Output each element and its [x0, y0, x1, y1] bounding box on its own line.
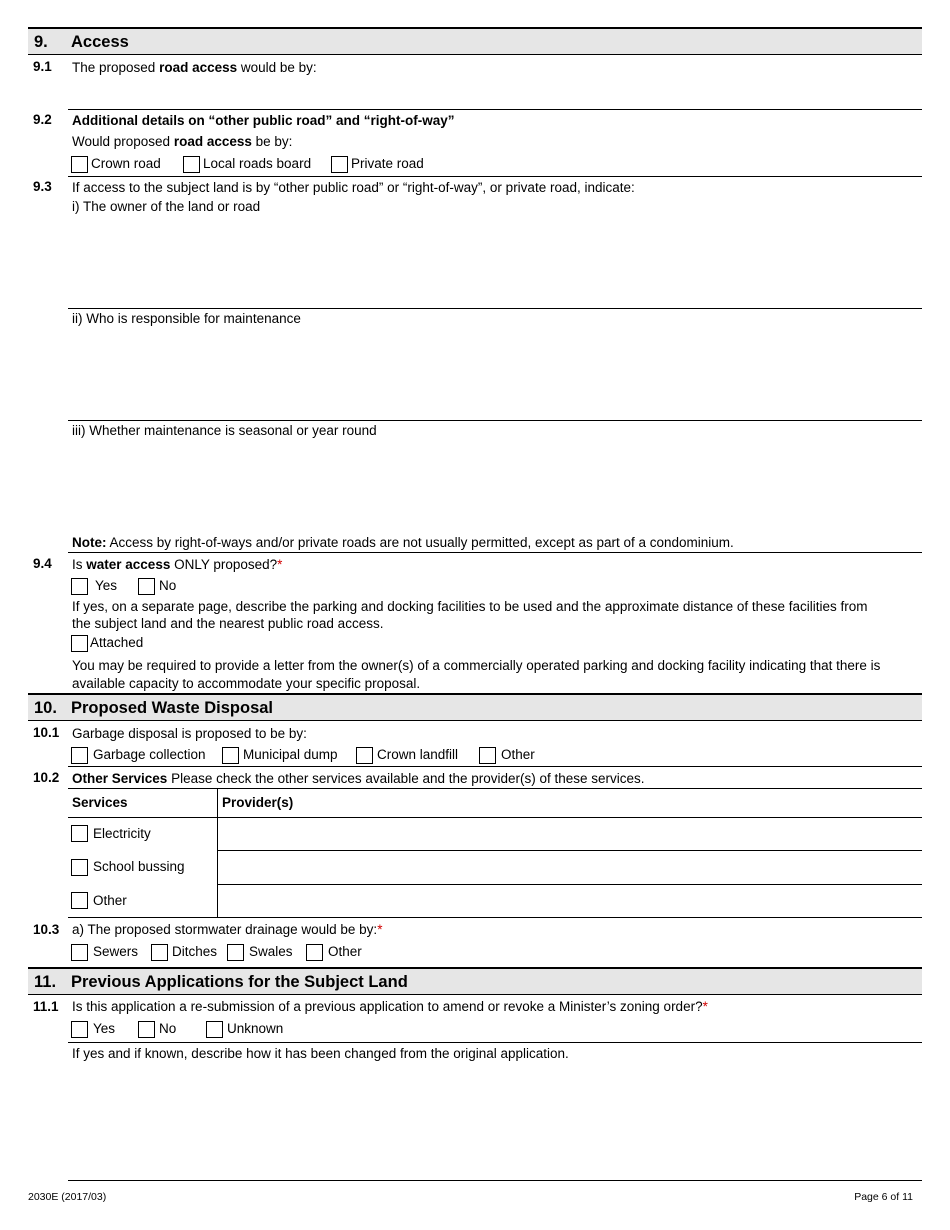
- resubmission-unknown-checkbox[interactable]: [206, 1021, 223, 1038]
- divider: [68, 420, 922, 421]
- crown-landfill-checkbox[interactable]: [356, 747, 373, 764]
- sewers-checkbox[interactable]: [71, 944, 88, 961]
- divider: [68, 109, 922, 110]
- checkbox-label: Yes: [95, 578, 118, 593]
- checkbox-label: Private road: [351, 156, 424, 171]
- private-road-checkbox[interactable]: [331, 156, 348, 173]
- access-note: Note: Access by right-of-ways and/or private roads are not usually permitted, except as part of a condominium.: [72, 535, 734, 550]
- checkbox-label: Local roads board: [203, 156, 312, 171]
- garbage-other-checkbox[interactable]: [479, 747, 496, 764]
- water-access-yes-checkbox[interactable]: [71, 578, 88, 595]
- question-11-1-text: Is this application a re-submission of a previous application to amend or revoke a Minister’s zoning order?*: [72, 999, 708, 1014]
- section-9-header: [28, 27, 922, 55]
- question-number: 10.1: [33, 725, 60, 740]
- divider: [68, 552, 922, 553]
- checkbox-label: Ditches: [172, 944, 218, 959]
- form-code: 2030E (2017/03): [28, 1191, 107, 1203]
- school-bussing-provider-field[interactable]: [218, 851, 922, 884]
- checkbox-label: Crown road: [91, 156, 161, 171]
- checkbox-label: Swales: [249, 944, 293, 959]
- question-number: 10.3: [33, 922, 60, 937]
- question-9-3-intro: If access to the subject land is by “other public road” or “right-of-way”, or private road, indicate:: [72, 180, 635, 195]
- docking-desc-line-2: the subject land and the nearest public road access.: [72, 616, 384, 631]
- seasonal-answer-field[interactable]: [68, 440, 922, 530]
- checkbox-label: Other: [501, 747, 535, 762]
- divider: [68, 766, 922, 767]
- question-number: 11.1: [33, 999, 59, 1014]
- checkbox-label: Yes: [93, 1021, 116, 1036]
- checkbox-label: Unknown: [227, 1021, 284, 1036]
- page-number: Page 6 of 11: [854, 1191, 913, 1203]
- changes-description-field[interactable]: [68, 1064, 922, 1178]
- water-access-no-checkbox[interactable]: [138, 578, 155, 595]
- maintenance-answer-field[interactable]: [68, 328, 922, 418]
- question-10-1-text: Garbage disposal is proposed to be by:: [72, 726, 307, 741]
- service-label: Electricity: [93, 826, 151, 841]
- checkbox-label: No: [159, 578, 177, 593]
- checkbox-label: Crown landfill: [377, 747, 459, 762]
- required-marker: *: [377, 922, 383, 937]
- divider: [68, 1180, 922, 1181]
- question-9-2-subtext: Would proposed road access be by:: [72, 134, 293, 149]
- section-10-header: [28, 693, 922, 721]
- electricity-provider-field[interactable]: [218, 818, 922, 850]
- checkbox-label: Attached: [90, 635, 144, 650]
- road-access-answer-field[interactable]: [68, 78, 922, 108]
- section-number: 11.: [34, 973, 57, 991]
- electricity-checkbox[interactable]: [71, 825, 88, 842]
- checkbox-label: Sewers: [93, 944, 139, 959]
- letter-note-line-2: available capacity to accommodate your specific proposal.: [72, 676, 421, 691]
- service-label: School bussing: [93, 859, 185, 874]
- checkbox-label: Other: [328, 944, 362, 959]
- table-bottom-border: [68, 917, 922, 918]
- question-number: 9.3: [33, 179, 52, 194]
- checkbox-label: No: [159, 1021, 177, 1036]
- section-number: 9.: [34, 33, 48, 51]
- service-other-checkbox[interactable]: [71, 892, 88, 909]
- question-9-2-heading: Additional details on “other public road” and “right-of-way”: [72, 113, 455, 128]
- question-number: 10.2: [33, 770, 60, 785]
- changes-description-label: If yes and if known, describe how it has been changed from the original application.: [72, 1046, 569, 1061]
- seasonal-label: iii) Whether maintenance is seasonal or year round: [72, 423, 377, 438]
- question-number: 9.4: [33, 556, 52, 571]
- maintenance-label: ii) Who is responsible for maintenance: [72, 311, 301, 326]
- section-number: 10.: [34, 699, 57, 717]
- school-bussing-checkbox[interactable]: [71, 859, 88, 876]
- resubmission-no-checkbox[interactable]: [138, 1021, 155, 1038]
- services-column-header: Services: [72, 795, 128, 810]
- resubmission-yes-checkbox[interactable]: [71, 1021, 88, 1038]
- letter-note-line-1: You may be required to provide a letter from the owner(s) of a commercially operated parking and docking facility indicating that there is: [72, 658, 881, 673]
- owner-label: i) The owner of the land or road: [72, 199, 261, 214]
- question-number: 9.1: [33, 59, 52, 74]
- required-marker: *: [702, 999, 708, 1014]
- crown-road-checkbox[interactable]: [71, 156, 88, 173]
- section-title: Access: [71, 33, 129, 51]
- question-9-1-text: The proposed road access would be by:: [72, 60, 317, 75]
- divider: [68, 176, 922, 177]
- checkbox-label: Garbage collection: [93, 747, 206, 762]
- question-number: 9.2: [33, 112, 52, 127]
- question-9-4-text: Is water access ONLY proposed?*: [72, 557, 283, 572]
- section-11-header: [28, 967, 922, 995]
- providers-column-header: Provider(s): [222, 795, 294, 810]
- ditches-checkbox[interactable]: [151, 944, 168, 961]
- garbage-collection-checkbox[interactable]: [71, 747, 88, 764]
- section-title: Proposed Waste Disposal: [71, 699, 274, 717]
- question-10-2-text: Other Services Please check the other services available and the provider(s) of these services.: [72, 771, 645, 786]
- local-roads-board-checkbox[interactable]: [183, 156, 200, 173]
- stormwater-other-checkbox[interactable]: [306, 944, 323, 961]
- other-service-provider-field[interactable]: [218, 885, 922, 917]
- question-10-3-text: a) The proposed stormwater drainage would be by:*: [72, 922, 383, 937]
- docking-desc-line-1: If yes, on a separate page, describe the parking and docking facilities to be used and the approximate distance of these facilities from: [72, 599, 868, 614]
- owner-answer-field[interactable]: [68, 216, 922, 306]
- municipal-dump-checkbox[interactable]: [222, 747, 239, 764]
- checkbox-label: Municipal dump: [243, 747, 338, 762]
- attached-checkbox[interactable]: [71, 635, 88, 652]
- section-title: Previous Applications for the Subject Land: [71, 973, 408, 991]
- divider: [68, 1042, 922, 1043]
- required-marker: *: [277, 557, 283, 572]
- swales-checkbox[interactable]: [227, 944, 244, 961]
- table-top-border: [68, 788, 922, 789]
- service-label: Other: [93, 893, 127, 908]
- divider: [68, 308, 922, 309]
